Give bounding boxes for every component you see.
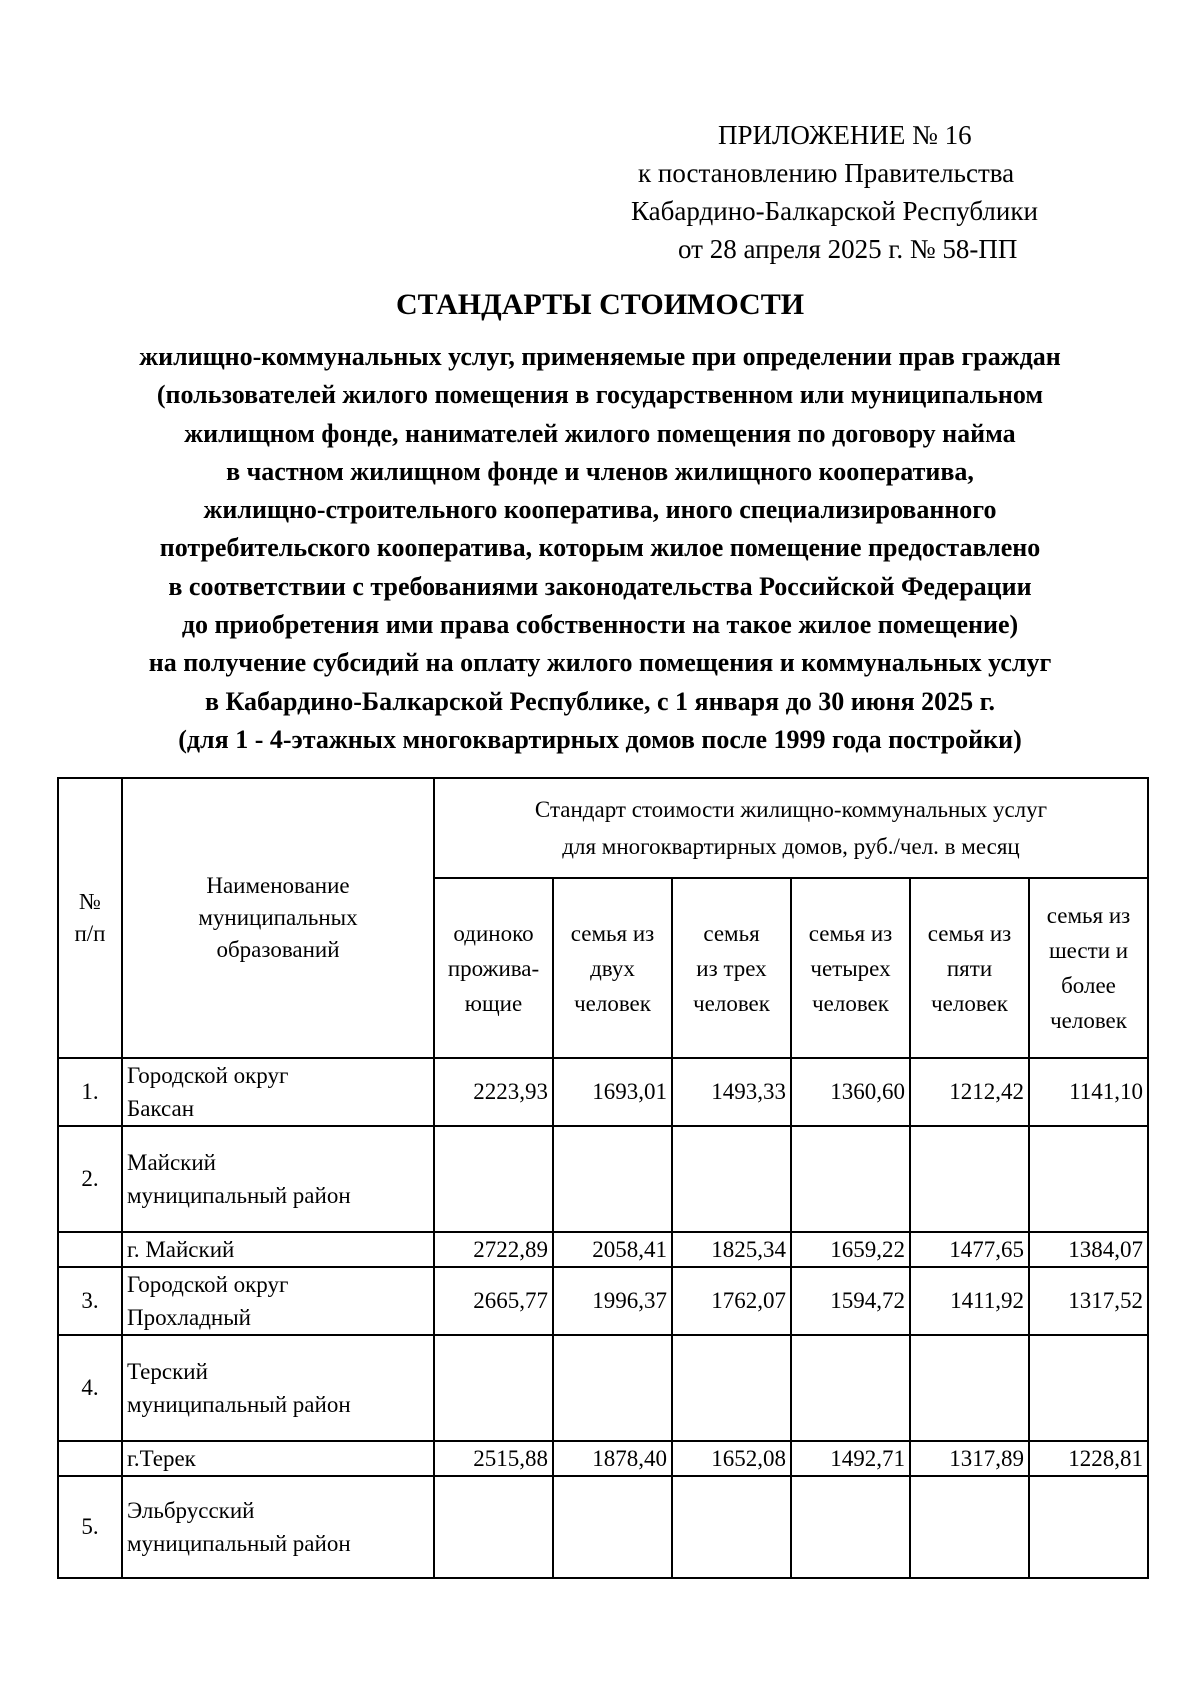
row-municipality xyxy=(122,1126,434,1232)
header-text: семья из xyxy=(927,920,1012,946)
header-text: человек xyxy=(574,990,651,1016)
value-cell xyxy=(672,1126,791,1232)
value-cell: 1693,01 xyxy=(553,1058,672,1126)
subtitle-line: до приобретения ими права собственности на такое жилое помещение) xyxy=(181,610,1019,640)
value-cell xyxy=(434,1335,553,1441)
header-family-5 xyxy=(910,878,1029,1058)
header-text: шести и xyxy=(1048,938,1129,963)
value-cell: 1594,72 xyxy=(791,1267,910,1335)
header-text: человек xyxy=(693,990,770,1016)
subtitle-line: в соответствии с требованиями законодательства Российской Федерации xyxy=(168,571,1032,601)
value-cell: 1411,92 xyxy=(910,1267,1029,1335)
header-text: более xyxy=(1061,973,1116,998)
value-cell: 2665,77 xyxy=(434,1267,553,1335)
header-text: четырех xyxy=(810,955,891,981)
header-text: ющие xyxy=(464,990,523,1016)
header-text: человек xyxy=(1050,1008,1127,1033)
value-cell: 1659,22 xyxy=(791,1232,910,1267)
header-family-6plus xyxy=(1029,878,1148,1058)
row-number xyxy=(58,1232,122,1267)
header-text: прожива- xyxy=(447,955,540,981)
value-cell: 1493,33 xyxy=(672,1058,791,1126)
value-cell: 1360,60 xyxy=(791,1058,910,1126)
value-cell: 1762,07 xyxy=(672,1267,791,1335)
name-line: Терский xyxy=(127,1359,208,1384)
header-text: двух xyxy=(590,955,635,981)
row-municipality xyxy=(122,1058,434,1126)
header-number xyxy=(58,778,122,1058)
header-text: семья из xyxy=(808,920,893,946)
document-title: СТАНДАРТЫ СТОИМОСТИ xyxy=(395,288,805,321)
subtitle-line: (для 1 - 4-этажных многоквартирных домов после 1999 года постройки) xyxy=(178,724,1022,754)
name-line: Городской округ xyxy=(127,1272,289,1297)
header-family-4 xyxy=(791,878,910,1058)
header-text: Стандарт стоимости жилищно-коммунальных услуг xyxy=(534,797,1048,822)
value-cell xyxy=(1029,1476,1148,1578)
value-cell: 1878,40 xyxy=(553,1441,672,1476)
document-subtitle xyxy=(60,338,1140,759)
table-row xyxy=(58,1441,1148,1476)
row-number: 3. xyxy=(58,1267,122,1335)
subtitle-line: в частном жилищном фонде и членов жилищного кооператива, xyxy=(226,456,974,486)
row-number: 1. xyxy=(58,1058,122,1126)
subtitle-line: на получение субсидий на оплату жилого помещения и коммунальных услуг xyxy=(148,648,1052,678)
header-text: пяти xyxy=(946,955,993,981)
row-municipality xyxy=(122,1335,434,1441)
row-municipality xyxy=(122,1441,434,1476)
row-number: 4. xyxy=(58,1335,122,1441)
value-cell: 1996,37 xyxy=(553,1267,672,1335)
row-municipality xyxy=(122,1267,434,1335)
table-row xyxy=(58,1232,1148,1267)
header-text: семья xyxy=(703,920,760,946)
header-text: семья из xyxy=(1046,903,1131,928)
appendix-line-3: Кабардино-Балкарской Республики xyxy=(631,196,1038,226)
subtitle-line: потребительского кооператива, которым жилое помещение предоставлено xyxy=(159,533,1041,563)
row-number: 5. xyxy=(58,1476,122,1578)
appendix-number: ПРИЛОЖЕНИЕ № 16 xyxy=(718,120,972,150)
appendix-date: от 28 апреля 2025 г. № 58-ПП xyxy=(678,234,1018,264)
value-cell: 2722,89 xyxy=(434,1232,553,1267)
name-line: муниципальный район xyxy=(127,1183,351,1208)
name-line: муниципальный район xyxy=(127,1531,351,1556)
value-cell: 2515,88 xyxy=(434,1441,553,1476)
value-cell: 1212,42 xyxy=(910,1058,1029,1126)
value-cell xyxy=(791,1126,910,1232)
subtitle-line: жилищно-строительного кооператива, иного специализированного xyxy=(203,495,997,525)
header-text: п/п xyxy=(74,921,106,946)
name-line: г.Терек xyxy=(127,1446,196,1471)
name-line: Городской округ xyxy=(127,1063,289,1088)
value-cell: 1477,65 xyxy=(910,1232,1029,1267)
value-cell: 1317,52 xyxy=(1029,1267,1148,1335)
name-line: Майский xyxy=(127,1150,216,1175)
value-cell xyxy=(434,1476,553,1578)
value-cell xyxy=(672,1335,791,1441)
table-row xyxy=(58,1476,1148,1578)
subtitle-line: жилищном фонде, нанимателей жилого помещения по договору найма xyxy=(184,418,1016,448)
header-family-2 xyxy=(553,878,672,1058)
row-number: 2. xyxy=(58,1126,122,1232)
value-cell xyxy=(1029,1126,1148,1232)
value-cell: 1317,89 xyxy=(910,1441,1029,1476)
header-single xyxy=(434,878,553,1058)
header-family-3 xyxy=(672,878,791,1058)
subtitle-line: жилищно-коммунальных услуг, применяемые при определении прав граждан xyxy=(139,342,1061,371)
value-cell: 2223,93 xyxy=(434,1058,553,1126)
value-cell xyxy=(1029,1335,1148,1441)
value-cell: 1384,07 xyxy=(1029,1232,1148,1267)
table-row xyxy=(58,1267,1148,1335)
value-cell xyxy=(910,1126,1029,1232)
header-text: семья из xyxy=(570,920,655,946)
row-number xyxy=(58,1441,122,1476)
row-municipality xyxy=(122,1476,434,1578)
value-cell: 1652,08 xyxy=(672,1441,791,1476)
name-line: г. Майский xyxy=(127,1237,235,1262)
header-text: образований xyxy=(216,937,340,962)
value-cell xyxy=(672,1476,791,1578)
header-text: муниципальных xyxy=(198,905,358,930)
header-municipality xyxy=(122,778,434,1058)
appendix-header xyxy=(575,116,1135,268)
name-line: муниципальный район xyxy=(127,1392,351,1417)
header-text: из трех xyxy=(696,955,767,981)
value-cell xyxy=(553,1335,672,1441)
name-line: Баксан xyxy=(127,1096,195,1121)
value-cell xyxy=(910,1476,1029,1578)
value-cell xyxy=(553,1126,672,1232)
header-text: для многоквартирных домов, руб./чел. в месяц xyxy=(562,834,1020,859)
header-text: одиноко xyxy=(453,920,534,946)
table-row xyxy=(58,1335,1148,1441)
header-text: № xyxy=(79,889,101,914)
standards-table xyxy=(57,777,1149,1579)
header-cost-standard xyxy=(434,778,1148,878)
value-cell: 1228,81 xyxy=(1029,1441,1148,1476)
table-row xyxy=(58,1058,1148,1126)
table-row xyxy=(58,1126,1148,1232)
header-text: человек xyxy=(931,990,1008,1016)
appendix-line-2: к постановлению Правительства xyxy=(638,158,1015,188)
row-municipality xyxy=(122,1232,434,1267)
value-cell: 1492,71 xyxy=(791,1441,910,1476)
value-cell xyxy=(910,1335,1029,1441)
value-cell xyxy=(791,1476,910,1578)
value-cell: 1141,10 xyxy=(1029,1058,1148,1126)
value-cell xyxy=(553,1476,672,1578)
header-text: Наименование xyxy=(206,873,350,898)
name-line: Прохладный xyxy=(127,1305,251,1330)
subtitle-line: (пользователей жилого помещения в государственном или муниципальном xyxy=(156,380,1044,410)
header-text: человек xyxy=(812,990,889,1016)
value-cell: 1825,34 xyxy=(672,1232,791,1267)
subtitle-line: в Кабардино-Балкарской Республике, с 1 января до 30 июня 2025 г. xyxy=(204,686,996,716)
name-line: Эльбрусский xyxy=(127,1498,255,1523)
value-cell xyxy=(791,1335,910,1441)
value-cell xyxy=(434,1126,553,1232)
value-cell: 2058,41 xyxy=(553,1232,672,1267)
